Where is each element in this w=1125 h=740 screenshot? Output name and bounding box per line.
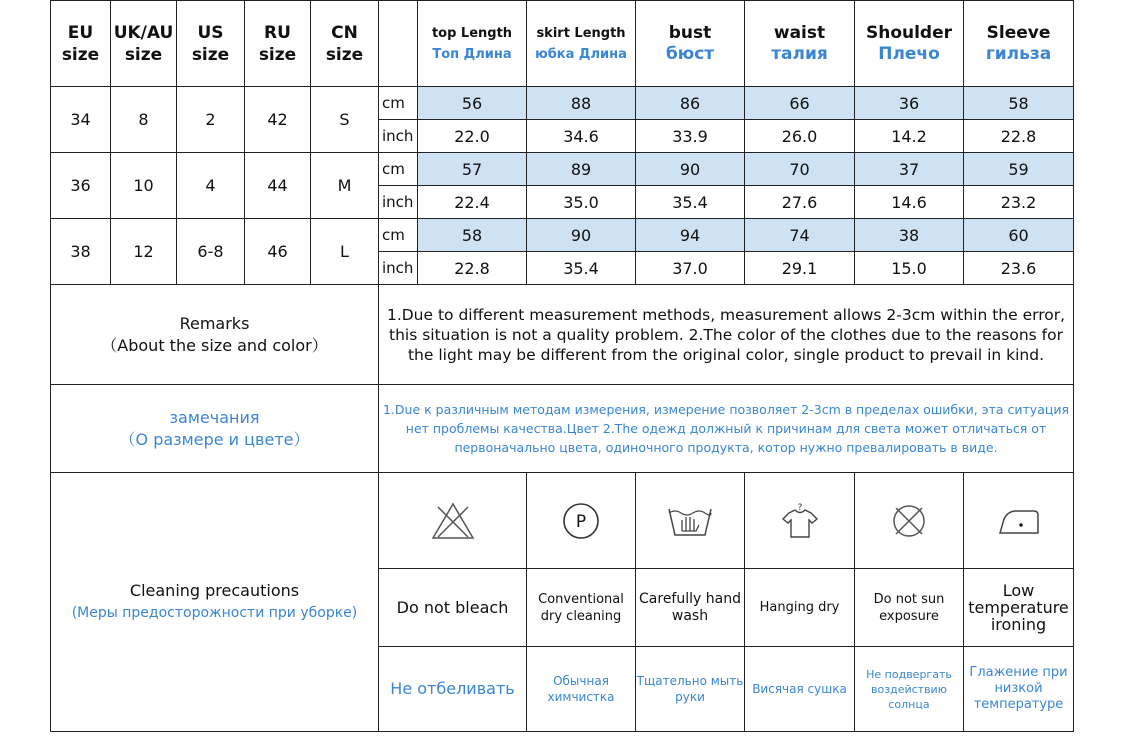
unit-cm: cm (379, 153, 418, 186)
header-waist: waist талия (745, 1, 855, 87)
header-bust: bust бюст (636, 1, 745, 87)
cn-size-cell: L (311, 219, 379, 285)
table-row (51, 87, 1074, 120)
uk-size-cell: 10 (111, 153, 177, 219)
header-row (51, 1, 1074, 87)
remarks-ru-row (51, 385, 1074, 473)
unit-inch: inch (379, 252, 418, 285)
value-cell: 90 (527, 219, 636, 252)
value-cell: 15.0 (855, 252, 964, 285)
svg-text:P: P (575, 511, 587, 532)
us-size-cell: 4 (177, 153, 245, 219)
ru-size-cell: 42 (245, 87, 311, 153)
value-cell: 22.8 (418, 252, 527, 285)
value-cell: 38 (855, 219, 964, 252)
ru-size-cell: 46 (245, 219, 311, 285)
care-label-en: Do not bleach (379, 569, 527, 647)
value-cell: 88 (527, 87, 636, 120)
unit-inch: inch (379, 186, 418, 219)
value-cell: 86 (636, 87, 745, 120)
value-cell: 59 (964, 153, 1074, 186)
care-icons-row (51, 473, 1074, 569)
value-cell: 37 (855, 153, 964, 186)
cn-size-cell: M (311, 153, 379, 219)
eu-size-cell: 34 (51, 87, 111, 153)
value-cell: 74 (745, 219, 855, 252)
eu-size-cell: 36 (51, 153, 111, 219)
no-bleach-icon (379, 473, 527, 569)
remarks-ru-text: 1.Due к различным методам измерения, измерение позволяет 2-3cm в пределах ошибки, эта ситуация нет проблемы качества.Цвет 2.The одежд должный к причинам для света может отличаться от первоначально цвета, одиночного продукта, котор нужно превалировать в виде. (379, 385, 1074, 473)
value-cell: 37.0 (636, 252, 745, 285)
hand-wash-icon (636, 473, 745, 569)
care-label-en: Do not sun exposure (855, 569, 964, 647)
care-label-ru: Обычная химчистка (527, 647, 636, 732)
svg-text:?: ? (797, 502, 802, 513)
eu-size-cell: 38 (51, 219, 111, 285)
value-cell: 66 (745, 87, 855, 120)
value-cell: 14.2 (855, 120, 964, 153)
unit-cm: cm (379, 219, 418, 252)
remarks-row (51, 285, 1074, 385)
header-skirt-length: skirt Length юбка Длина (527, 1, 636, 87)
us-size-cell: 6-8 (177, 219, 245, 285)
value-cell: 33.9 (636, 120, 745, 153)
value-cell: 29.1 (745, 252, 855, 285)
table-row (51, 153, 1074, 186)
value-cell: 22.0 (418, 120, 527, 153)
remarks-text: 1.Due to different measurement methods, measurement allows 2-3cm within the error, this situation is not a quality problem. 2.The color of the clothes due to the reasons for the light may be different from the original color, single product to prevail in kind. (379, 285, 1074, 385)
cleaning-label: Cleaning precautions (Меры предосторожности при уборке) (51, 473, 379, 732)
header-uk-size: UK/AU size (111, 1, 177, 87)
header-shoulder: Shoulder Плечо (855, 1, 964, 87)
hanging-dry-icon (745, 473, 855, 569)
cn-size-cell: S (311, 87, 379, 153)
care-label-ru: Глажение при низкой температуре (964, 647, 1074, 732)
value-cell: 94 (636, 219, 745, 252)
care-label-en: Carefully hand wash (636, 569, 745, 647)
value-cell: 35.4 (527, 252, 636, 285)
value-cell: 23.2 (964, 186, 1074, 219)
value-cell: 70 (745, 153, 855, 186)
size-chart-table (50, 0, 1074, 732)
header-ru-size: RU size (245, 1, 311, 87)
us-size-cell: 2 (177, 87, 245, 153)
value-cell: 56 (418, 87, 527, 120)
care-label-en: Hanging dry (745, 569, 855, 647)
value-cell: 22.4 (418, 186, 527, 219)
value-cell: 35.0 (527, 186, 636, 219)
value-cell: 35.4 (636, 186, 745, 219)
value-cell: 60 (964, 219, 1074, 252)
remarks-label: Remarks （About the size and color） (51, 285, 379, 385)
unit-cm: cm (379, 87, 418, 120)
header-eu-size: EU size (51, 1, 111, 87)
low-iron-icon (964, 473, 1074, 569)
care-label-en: Low temperature ironing (964, 569, 1074, 647)
value-cell: 27.6 (745, 186, 855, 219)
value-cell: 57 (418, 153, 527, 186)
header-top-length: top Length Топ Длина (418, 1, 527, 87)
value-cell: 58 (964, 87, 1074, 120)
dry-clean-icon (527, 473, 636, 569)
value-cell: 26.0 (745, 120, 855, 153)
value-cell: 89 (527, 153, 636, 186)
care-label-ru: Не подвергать воздействию солнца (855, 647, 964, 732)
value-cell: 90 (636, 153, 745, 186)
no-sun-icon (855, 473, 964, 569)
value-cell: 36 (855, 87, 964, 120)
care-label-ru: Тщательно мыть руки (636, 647, 745, 732)
remarks-ru-label: замечания （О размере и цвете） (51, 385, 379, 473)
uk-size-cell: 12 (111, 219, 177, 285)
header-sleeve: Sleeve гильза (964, 1, 1074, 87)
table-row (51, 219, 1074, 252)
value-cell: 23.6 (964, 252, 1074, 285)
header-us-size: US size (177, 1, 245, 87)
value-cell: 58 (418, 219, 527, 252)
unit-inch: inch (379, 120, 418, 153)
care-label-ru: Висячая сушка (745, 647, 855, 732)
value-cell: 14.6 (855, 186, 964, 219)
header-cn-size: CN size (311, 1, 379, 87)
uk-size-cell: 8 (111, 87, 177, 153)
care-label-en: Conventional dry cleaning (527, 569, 636, 647)
header-unit-blank (379, 1, 418, 87)
value-cell: 22.8 (964, 120, 1074, 153)
ru-size-cell: 44 (245, 153, 311, 219)
care-label-ru: Не отбеливать (379, 647, 527, 732)
value-cell: 34.6 (527, 120, 636, 153)
